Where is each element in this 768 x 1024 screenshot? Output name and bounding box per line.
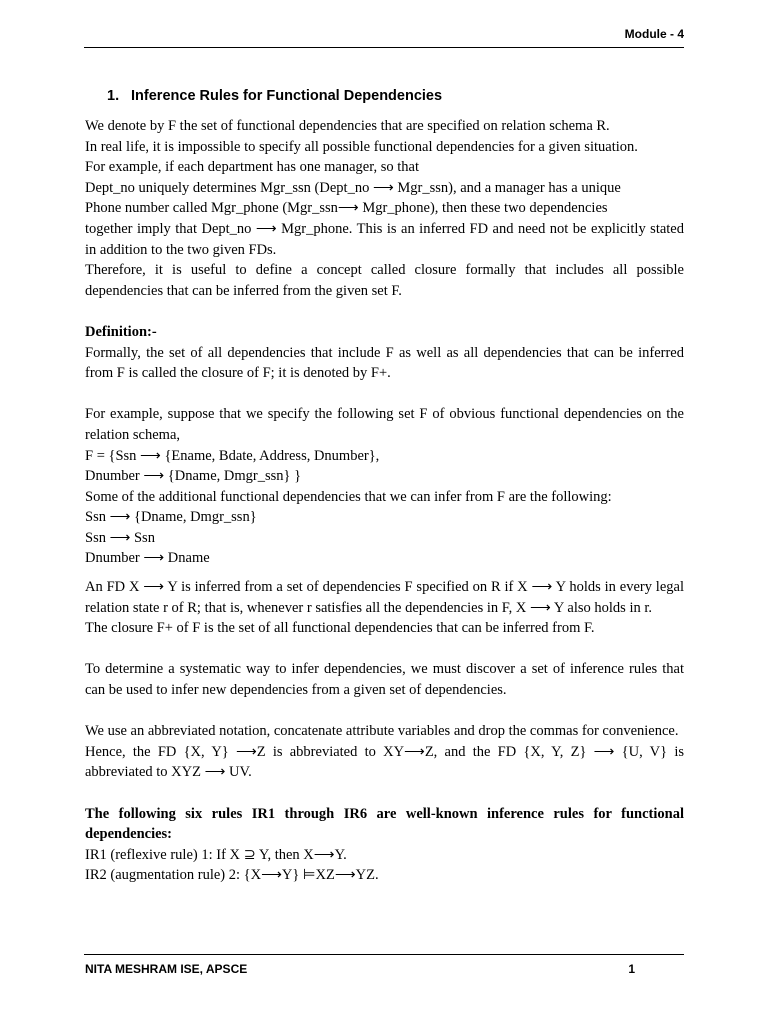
document-body xyxy=(85,86,684,886)
notation-paragraph: We use an abbreviated notation, concatenate attribute variables and drop the commas for convenience. xyxy=(85,723,679,740)
example-line: Ssn ⟶ Ssn xyxy=(85,529,155,546)
footer-author: NITA MESHRAM ISE, APSCE xyxy=(85,962,248,976)
page-header xyxy=(0,0,768,60)
rules-title: The following six rules IR1 through IR6 are well-known inference rules for functional dependencies: xyxy=(85,805,684,843)
para1-tail: together imply that Dept_no ⟶ Mgr_phone. This is an inferred FD and need not be explicitly stated in addition to the two given FDs. xyxy=(85,220,684,258)
example-line: F = {Ssn ⟶ {Ename, Bdate, Address, Dnumber}, xyxy=(85,447,380,464)
module-label: Module - 4 xyxy=(624,27,684,41)
para1-line: For example, if each department has one manager, so that xyxy=(85,159,420,176)
example-line: Ssn ⟶ {Dname, Dmgr_ssn} xyxy=(85,509,257,526)
notation-example: Hence, the FD {X, Y} ⟶Z is abbreviated to XY⟶Z, and the FD {X, Y, Z} ⟶ {U, V} is abbreviated to XYZ ⟶ UV. xyxy=(85,743,684,781)
closure-definition: The closure F+ of F is the set of all functional dependencies that can be inferred from F. xyxy=(85,620,595,637)
rule-item: IR1 (reflexive rule) 1: If X ⊇ Y, then X⟶Y. xyxy=(85,846,347,863)
footer-divider xyxy=(84,954,684,955)
para1-line: In real life, it is impossible to specify all possible functional dependencies for a given situation. xyxy=(85,138,638,155)
example-intro: For example, suppose that we specify the following set F of obvious functional dependencies on the relation schema, xyxy=(85,406,684,443)
example-line: Dnumber ⟶ {Dname, Dmgr_ssn} } xyxy=(85,468,302,485)
example-line: Dnumber ⟶ Dname xyxy=(85,550,210,567)
para1-line: We denote by F the set of functional dependencies that are specified on relation schema R. xyxy=(85,118,610,134)
inferred-paragraph: An FD X ⟶ Y is inferred from a set of dependencies F specified on R if X ⟶ Y holds in every legal relation state r of R; that is, whenever r satisfies all the dependencies in F, X ⟶ Y also holds in r. xyxy=(85,579,684,616)
section-title: Inference Rules for Functional Dependencies xyxy=(131,88,443,104)
rule-item: IR2 (augmentation rule) 2: {X⟶Y} ⊨XZ⟶YZ. xyxy=(85,867,379,884)
para1-line: Dept_no uniquely determines Mgr_ssn (Dept_no ⟶ Mgr_ssn), and a manager has a unique xyxy=(85,179,621,196)
para1-line: Phone number called Mgr_phone (Mgr_ssn⟶ Mgr_phone), then these two dependencies xyxy=(85,200,608,217)
systematic-paragraph: To determine a systematic way to infer dependencies, we must discover a set of inference rules that can be used to infer new dependencies from a given set of dependencies. xyxy=(85,661,684,699)
example-line: Some of the additional functional dependencies that we can infer from F are the following: xyxy=(85,488,612,505)
header-divider xyxy=(84,47,684,48)
section-number: 1. xyxy=(107,88,120,104)
page-number: 1 xyxy=(628,962,635,976)
definition-text: Formally, the set of all dependencies that include F as well as all dependencies that can be inferred from F is called the closure of F; it is denoted by F+. xyxy=(85,344,684,382)
definition-title: Definition:- xyxy=(85,323,157,340)
section-heading xyxy=(107,86,684,106)
closure-paragraph: Therefore, it is useful to define a concept called closure formally that includes all possible dependencies that can be inferred from the given set F. xyxy=(85,262,684,299)
